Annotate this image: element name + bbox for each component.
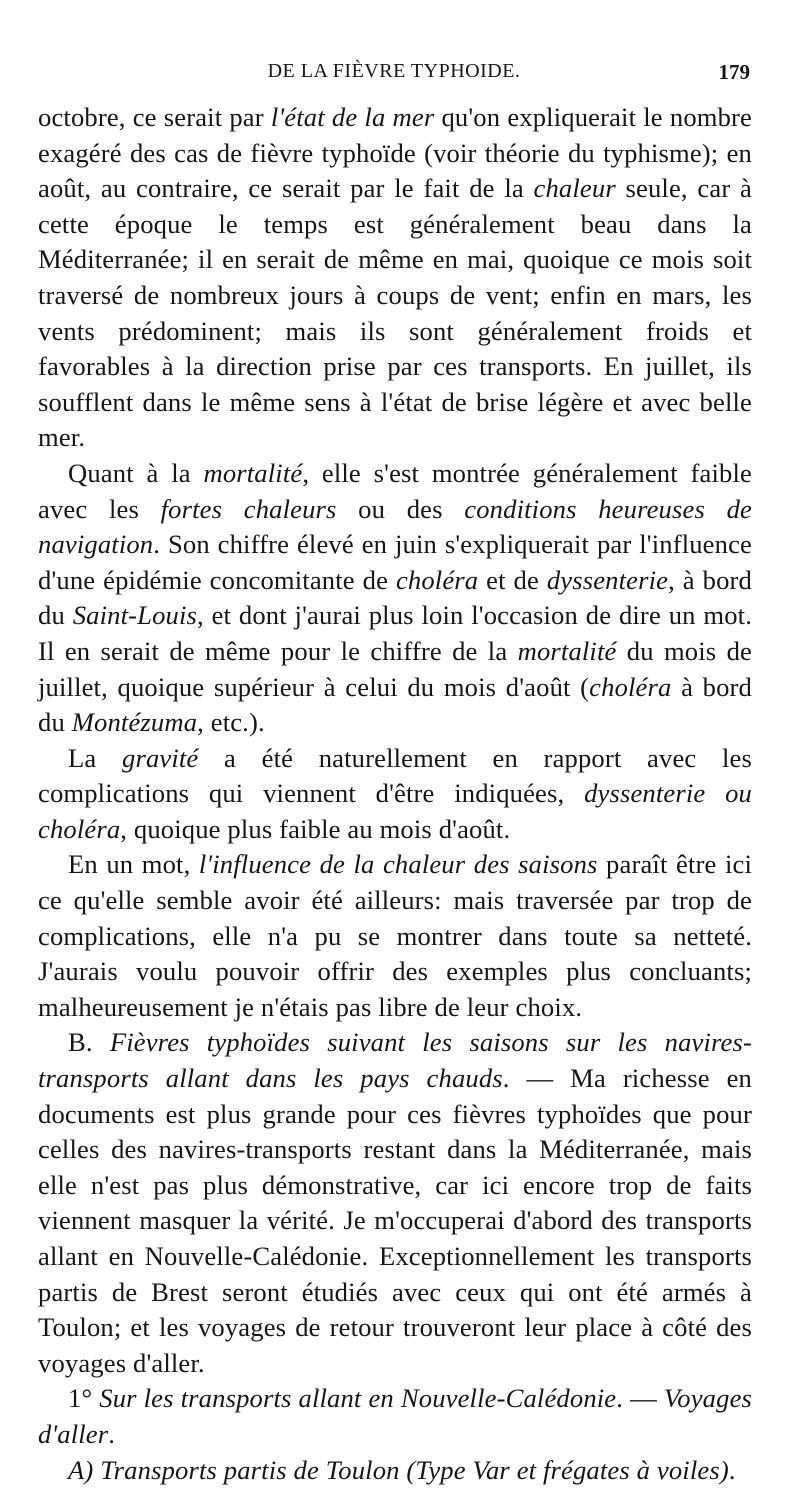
text-run: , à bord du — [38, 564, 752, 631]
italic-text: gravité — [122, 742, 199, 773]
paragraph — [38, 847, 752, 1025]
italic-text: conditions heureuses de navigation — [38, 493, 752, 560]
paragraph — [38, 1025, 752, 1381]
italic-text: Voyages d'aller — [38, 1383, 753, 1449]
text-run: du mois de juillet, quoique supérieur à celui du mois d'août ( — [38, 635, 752, 702]
italic-text: dyssenterie ou choléra — [38, 778, 752, 844]
text-run: qu'on expliquerait le nombre exagéré des cas de fièvre typhoïde (voir théorie du typhisme); en août, au contraire, ce serait par le fait de la — [38, 102, 753, 204]
text-run: ou des — [336, 493, 465, 524]
italic-text: mortalité — [517, 635, 617, 666]
text-run: , quoique plus faible au mois d'août. — [120, 813, 511, 844]
italic-text: l'influence de la chaleur des saisons — [198, 849, 598, 880]
text-run: et de — [478, 564, 547, 595]
text-run: Quant à la — [68, 457, 204, 488]
text-run: , elle s'est montrée généralement faible avec les — [38, 457, 752, 524]
paragraph — [38, 100, 752, 456]
text-run: . — — [616, 1383, 664, 1414]
text-run: B. — [68, 1027, 110, 1058]
italic-text: mortalité — [203, 457, 303, 488]
italic-text: l'état de la mer — [270, 102, 435, 132]
text-run: 1° — [68, 1383, 100, 1414]
text-run: , et dont j'aurai plus loin l'occasion de dire un mot. Il en serait de même pour le chiffre de la — [38, 600, 752, 666]
italic-text: chaleur — [533, 173, 616, 204]
page-header — [38, 56, 750, 96]
text-run: paraît être ici ce qu'elle semble avoir été ailleurs: mais traversée par trop de complications, elle n'a pu se montrer dans toute sa netteté. J'aurais voulu pouvoir offrir des exemples plus concluants; malheureusement je n'étais pas libre de leur choix. — [38, 849, 752, 1022]
paragraph — [38, 456, 752, 741]
italic-text: Fièvres typhoïdes suivant les saisons sur les navires-transports allant dans les pays chauds — [38, 1027, 752, 1094]
body-text — [38, 100, 752, 1488]
text-run: . — [108, 1418, 116, 1449]
text-run: . Son chiffre élevé en juin s'expliquerait par l'influence d'une épidémie concomitante de — [38, 529, 752, 595]
italic-text: fortes chaleurs — [160, 493, 337, 524]
text-run: a été naturellement en rapport avec les complications qui viennent d'être indiquées, — [38, 742, 752, 809]
italic-text: choléra — [589, 671, 672, 702]
text-run: La — [68, 742, 122, 773]
italic-text: Saint-Louis — [72, 600, 197, 631]
italic-text: dyssenterie — [546, 564, 669, 595]
italic-text: Montézuma — [71, 707, 198, 738]
text-run: En un mot, — [68, 849, 199, 880]
running-title: DE LA FIÈVRE TYPHOIDE. — [267, 60, 521, 82]
paragraph — [38, 1381, 752, 1452]
text-run: seule, car à cette époque le temps est généralement beau dans la Méditerranée; il en serait de même en mai, quoique ce mois soit traversé de nombreux jours à coups de vent; enfin en mars, les vents prédominent; mais ils sont généralement froids et favorables à la direction prise par ces transports. En juillet, ils soufflent dans le même sens à l'état de brise légère et avec belle mer. — [38, 173, 753, 453]
text-run: octobre, ce serait par — [38, 102, 271, 132]
text-run: , etc.). — [197, 707, 265, 738]
italic-text: Sur les transports allant en Nouvelle-Calédonie — [99, 1383, 617, 1414]
text-run: à bord du — [38, 671, 752, 738]
italic-text: A) Transports partis de Toulon (Type Var et frégates à voiles) — [68, 1454, 729, 1485]
text-run: . — [728, 1454, 736, 1485]
italic-text: choléra — [395, 564, 479, 595]
paragraph — [38, 741, 752, 848]
paragraph — [38, 1453, 752, 1488]
text-run: . — Ma richesse en documents est plus grande pour ces fièvres typhoïdes que pour celles des navires-transports restant dans la Méditerranée, mais elle n'est pas plus démonstrative, car ici encore trop de faits viennent masquer la vérité. Je m'occuperai d'abord des transports allant en Nouvelle-Calédonie. Exceptionnellement les transports partis de Brest seront étudiés avec ceux qui ont été armés à Toulon; et les voyages de retour trouveront leur place à côté des voyages d'aller. — [38, 1063, 752, 1378]
page-number: 179 — [718, 60, 750, 84]
